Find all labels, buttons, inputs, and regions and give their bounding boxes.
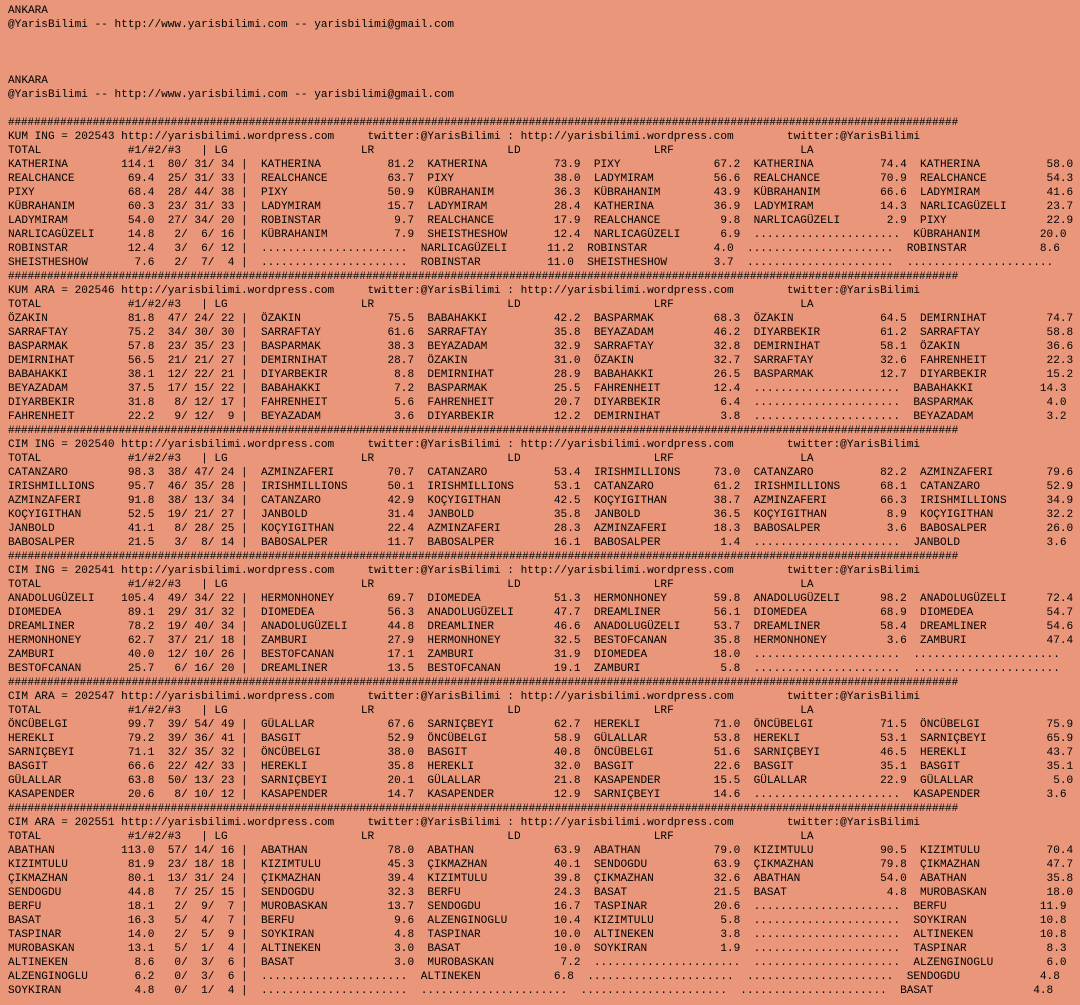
- separator-line: ##################################################################################################################################################: [8, 271, 959, 283]
- blank-line: [8, 32, 1080, 46]
- race-header-line: KUM ING = 202543 http://yarisbilimi.wordpress.com twitter:@YarisBilimi : http://yarisbilimi.wordpress.com twitter:@YarisBilimi: [8, 131, 921, 143]
- text-line: HERMONHONEY 62.7 37/ 21/ 18 | ZAMBURI 27.9 HERMONHONEY 32.5 BESTOFCANAN 35.8 HERMONHONEY 3.6 ZAMBURI 47.4: [8, 635, 1074, 647]
- text-line: BASGIT 66.6 22/ 42/ 33 | HEREKLI 35.8 HEREKLI 32.0 BASGIT 22.6 BASGIT 35.1 BASGIT 35.1: [8, 761, 1074, 773]
- race-header-line: KUM ARA = 202546 http://yarisbilimi.wordpress.com twitter:@YarisBilimi : http://yarisbilimi.wordpress.com twitter:@YarisBilimi: [8, 285, 921, 297]
- text-line: CATANZARO 98.3 38/ 47/ 24 | AZMINZAFERI 70.7 CATANZARO 53.4 IRISHMILLIONS 73.0 CATANZARO 82.2 AZMINZAFERI 79.6: [8, 467, 1074, 479]
- race-header-line: CIM ARA = 202547 http://yarisbilimi.wordpress.com twitter:@YarisBilimi : http://yarisbilimi.wordpress.com twitter:@YarisBilimi: [8, 691, 921, 703]
- text-line: BEYAZADAM 37.5 17/ 15/ 22 | BABAHAKKI 7.2 BASPARMAK 25.5 FAHRENHEIT 12.4 ...................... BABAHAKKI 14.3: [8, 383, 1067, 395]
- text-line: DIYARBEKIR 31.8 8/ 12/ 17 | FAHRENHEIT 5.6 FAHRENHEIT 20.7 DIYARBEKIR 6.4 ...................... BASPARMAK 4.0: [8, 397, 1067, 409]
- column-header-line: TOTAL #1/#2/#3 | LG LR LD LRF LA: [8, 831, 814, 843]
- column-header-line: TOTAL #1/#2/#3 | LG LR LD LRF LA: [8, 145, 814, 157]
- text-line: ANKARA: [8, 5, 48, 17]
- text-line: KASAPENDER 20.6 8/ 10/ 12 | KASAPENDER 14.7 KASAPENDER 12.9 SARNIÇBEYI 14.6 ...................... KASAPENDER 3.6: [8, 789, 1067, 801]
- text-line: ANADOLUGÜZELI 105.4 49/ 34/ 22 | HERMONHONEY 69.7 DIOMEDEA 51.3 HERMONHONEY 59.8 ANADOLUGÜZELI 98.2 ANADOLUGÜZELI 72.4: [8, 593, 1074, 605]
- text-line: KATHERINA 114.1 80/ 31/ 34 | KATHERINA 81.2 KATHERINA 73.9 PIXY 67.2 KATHERINA 74.4 KATHERINA 58.0: [8, 159, 1074, 171]
- column-header-line: TOTAL #1/#2/#3 | LG LR LD LRF LA: [8, 579, 814, 591]
- text-line: IRISHMILLIONS 95.7 46/ 35/ 28 | IRISHMILLIONS 50.1 IRISHMILLIONS 53.1 CATANZARO 61.2 IRISHMILLIONS 68.1 CATANZARO 52.9: [8, 481, 1074, 493]
- text-line: BASAT 16.3 5/ 4/ 7 | BERFU 9.6 ALZENGINOGLU 10.4 KIZIMTULU 5.8 ...................... SOYKIRAN 10.8: [8, 915, 1067, 927]
- text-line: SHEISTHESHOW 7.6 2/ 7/ 4 | ...................... ROBINSTAR 11.0 SHEISTHESHOW 3.7 ...................... ......................: [8, 257, 1054, 269]
- text-line: TASPINAR 14.0 2/ 5/ 9 | SOYKIRAN 4.8 TASPINAR 10.0 ALTINEKEN 3.8 ...................... ALTINEKEN 10.8: [8, 929, 1067, 941]
- text-line: MUROBASKAN 13.1 5/ 1/ 4 | ALTINEKEN 3.0 BASAT 10.0 SOYKIRAN 1.9 ...................... TASPINAR 8.3: [8, 943, 1067, 955]
- blank-line: [8, 102, 1080, 116]
- text-line: REALCHANCE 69.4 25/ 31/ 33 | REALCHANCE 63.7 PIXY 38.0 LADYMIRAM 56.6 REALCHANCE 70.9 REALCHANCE 54.3: [8, 173, 1074, 185]
- text-line: DIOMEDEA 89.1 29/ 31/ 32 | DIOMEDEA 56.3 ANADOLUGÜZELI 47.7 DREAMLINER 56.1 DIOMEDEA 68.9 DIOMEDEA 54.7: [8, 607, 1074, 619]
- text-line: PIXY 68.4 28/ 44/ 38 | PIXY 50.9 KÜBRAHANIM 36.3 KÜBRAHANIM 43.9 KÜBRAHANIM 66.6 LADYMIRAM 41.6: [8, 187, 1074, 199]
- text-line: ALTINEKEN 8.6 0/ 3/ 6 | BASAT 3.0 MUROBASKAN 7.2 ...................... ...................... ALZENGINOGLU 6.0: [8, 957, 1067, 969]
- separator-line: ##################################################################################################################################################: [8, 803, 959, 815]
- text-line: KIZIMTULU 81.9 23/ 18/ 18 | KIZIMTULU 45.3 ÇIKMAZHAN 40.1 SENDOGDU 63.9 ÇIKMAZHAN 79.8 ÇIKMAZHAN 47.7: [8, 859, 1074, 871]
- text-line: JANBOLD 41.1 8/ 28/ 25 | KOÇYIGITHAN 22.4 AZMINZAFERI 28.3 AZMINZAFERI 18.3 BABOSALPER 3.6 BABOSALPER 26.0: [8, 523, 1074, 535]
- race-header-line: CIM ING = 202541 http://yarisbilimi.wordpress.com twitter:@YarisBilimi : http://yarisbilimi.wordpress.com twitter:@YarisBilimi: [8, 565, 921, 577]
- text-line: ROBINSTAR 12.4 3/ 6/ 12 | ...................... NARLICAGÜZELI 11.2 ROBINSTAR 4.0 ...................... ROBINSTAR 8.6: [8, 243, 1060, 255]
- column-header-line: TOTAL #1/#2/#3 | LG LR LD LRF LA: [8, 705, 814, 717]
- text-line: SOYKIRAN 4.8 0/ 1/ 4 | ...................... ...................... ...................... ...................... BASAT 4.8: [8, 985, 1054, 997]
- separator-line: ##################################################################################################################################################: [8, 117, 959, 129]
- blank-line: [8, 46, 1080, 60]
- text-line: ÖZAKIN 81.8 47/ 24/ 22 | ÖZAKIN 75.5 BABAHAKKI 42.2 BASPARMAK 68.3 ÖZAKIN 64.5 DEMIRNIHAT 74.7: [8, 313, 1074, 325]
- text-line: SARRAFTAY 75.2 34/ 30/ 30 | SARRAFTAY 61.6 SARRAFTAY 35.8 BEYAZADAM 46.2 DIYARBEKIR 61.2 SARRAFTAY 58.8: [8, 327, 1074, 339]
- text-line: NARLICAGÜZELI 14.8 2/ 6/ 16 | KÜBRAHANIM 7.9 SHEISTHESHOW 12.4 NARLICAGÜZELI 6.9 ...................... KÜBRAHANIM 20.0: [8, 229, 1067, 241]
- text-line: ABATHAN 113.0 57/ 14/ 16 | ABATHAN 78.0 ABATHAN 63.9 ABATHAN 79.0 KIZIMTULU 90.5 KIZIMTULU 70.4: [8, 845, 1074, 857]
- text-line: DREAMLINER 78.2 19/ 40/ 34 | ANADOLUGÜZELI 44.8 DREAMLINER 46.6 ANADOLUGÜZELI 53.7 DREAMLINER 58.4 DREAMLINER 54.6: [8, 621, 1074, 633]
- race-header-line: CIM ARA = 202551 http://yarisbilimi.wordpress.com twitter:@YarisBilimi : http://yarisbilimi.wordpress.com twitter:@YarisBilimi: [8, 817, 921, 829]
- text-line: @YarisBilimi -- http://www.yarisbilimi.com -- yarisbilimi@gmail.com: [8, 19, 455, 31]
- column-header-line: TOTAL #1/#2/#3 | LG LR LD LRF LA: [8, 453, 814, 465]
- separator-line: ##################################################################################################################################################: [8, 677, 959, 689]
- text-line: KOÇYIGITHAN 52.5 19/ 21/ 27 | JANBOLD 31.4 JANBOLD 35.8 JANBOLD 36.5 KOÇYIGITHAN 8.9 KOÇYIGITHAN 32.2: [8, 509, 1074, 521]
- text-line: BESTOFCANAN 25.7 6/ 16/ 20 | DREAMLINER 13.5 BESTOFCANAN 19.1 ZAMBURI 5.8 ...................... ......................: [8, 663, 1060, 675]
- text-line: DEMIRNIHAT 56.5 21/ 21/ 27 | DEMIRNIHAT 28.7 ÖZAKIN 31.0 ÖZAKIN 32.7 SARRAFTAY 32.6 FAHRENHEIT 22.3: [8, 355, 1074, 367]
- column-header-line: TOTAL #1/#2/#3 | LG LR LD LRF LA: [8, 299, 814, 311]
- text-line: GÜLALLAR 63.8 50/ 13/ 23 | SARNIÇBEYI 20.1 GÜLALLAR 21.8 KASAPENDER 15.5 GÜLALLAR 22.9 GÜLALLAR 5.0: [8, 775, 1074, 787]
- text-line: BASPARMAK 57.8 23/ 35/ 23 | BASPARMAK 38.3 BEYAZADAM 32.9 SARRAFTAY 32.8 DEMIRNIHAT 58.1 ÖZAKIN 36.6: [8, 341, 1074, 353]
- text-line: ANKARA: [8, 75, 48, 87]
- text-line: BERFU 18.1 2/ 9/ 7 | MUROBASKAN 13.7 SENDOGDU 16.7 TASPINAR 20.6 ...................... BERFU 11.9: [8, 901, 1067, 913]
- text-line: BABAHAKKI 38.1 12/ 22/ 21 | DIYARBEKIR 8.8 DEMIRNIHAT 28.9 BABAHAKKI 26.5 BASPARMAK 12.7 DIYARBEKIR 15.2: [8, 369, 1074, 381]
- text-line: KÜBRAHANIM 60.3 23/ 31/ 33 | LADYMIRAM 15.7 LADYMIRAM 28.4 KATHERINA 36.9 LADYMIRAM 14.3 NARLICAGÜZELI 23.7: [8, 201, 1074, 213]
- text-line: FAHRENHEIT 22.2 9/ 12/ 9 | BEYAZADAM 3.6 DIYARBEKIR 12.2 DEMIRNIHAT 3.8 ...................... BEYAZADAM 3.2: [8, 411, 1067, 423]
- text-line: ZAMBURI 40.0 12/ 10/ 26 | BESTOFCANAN 17.1 ZAMBURI 31.9 DIOMEDEA 18.0 ...................... ......................: [8, 649, 1060, 661]
- text-line: SENDOGDU 44.8 7/ 25/ 15 | SENDOGDU 32.3 BERFU 24.3 BASAT 21.5 BASAT 4.8 MUROBASKAN 18.0: [8, 887, 1074, 899]
- text-line: ÖNCÜBELGI 99.7 39/ 54/ 49 | GÜLALLAR 67.6 SARNIÇBEYI 62.7 HEREKLI 71.0 ÖNCÜBELGI 71.5 ÖNCÜBELGI 75.9: [8, 719, 1074, 731]
- text-line: HEREKLI 79.2 39/ 36/ 41 | BASGIT 52.9 ÖNCÜBELGI 58.9 GÜLALLAR 53.8 HEREKLI 53.1 SARNIÇBEYI 65.9: [8, 733, 1074, 745]
- separator-line: ##################################################################################################################################################: [8, 551, 959, 563]
- text-line: SARNIÇBEYI 71.1 32/ 35/ 32 | ÖNCÜBELGI 38.0 BASGIT 40.8 ÖNCÜBELGI 51.6 SARNIÇBEYI 46.5 HEREKLI 43.7: [8, 747, 1074, 759]
- text-line: LADYMIRAM 54.0 27/ 34/ 20 | ROBINSTAR 9.7 REALCHANCE 17.9 REALCHANCE 9.8 NARLICAGÜZELI 2.9 PIXY 22.9: [8, 215, 1074, 227]
- text-line: ÇIKMAZHAN 80.1 13/ 31/ 24 | ÇIKMAZHAN 39.4 KIZIMTULU 39.8 ÇIKMAZHAN 32.6 ABATHAN 54.0 ABATHAN 35.8: [8, 873, 1074, 885]
- text-line: BABOSALPER 21.5 3/ 8/ 14 | BABOSALPER 11.7 BABOSALPER 16.1 BABOSALPER 1.4 ...................... JANBOLD 3.6: [8, 537, 1067, 549]
- text-line: AZMINZAFERI 91.8 38/ 13/ 34 | CATANZARO 42.9 KOÇYIGITHAN 42.5 KOÇYIGITHAN 38.7 AZMINZAFERI 66.3 IRISHMILLIONS 34.9: [8, 495, 1074, 507]
- separator-line: ##################################################################################################################################################: [8, 425, 959, 437]
- text-line: ALZENGINOGLU 6.2 0/ 3/ 6 | ...................... ALTINEKEN 6.8 ...................... ...................... SENDOGDU 4.8: [8, 971, 1060, 983]
- blank-line: [8, 60, 1080, 74]
- text-line: @YarisBilimi -- http://www.yarisbilimi.com -- yarisbilimi@gmail.com: [8, 89, 455, 101]
- race-header-line: CIM ING = 202540 http://yarisbilimi.wordpress.com twitter:@YarisBilimi : http://yarisbilimi.wordpress.com twitter:@YarisBilimi: [8, 439, 921, 451]
